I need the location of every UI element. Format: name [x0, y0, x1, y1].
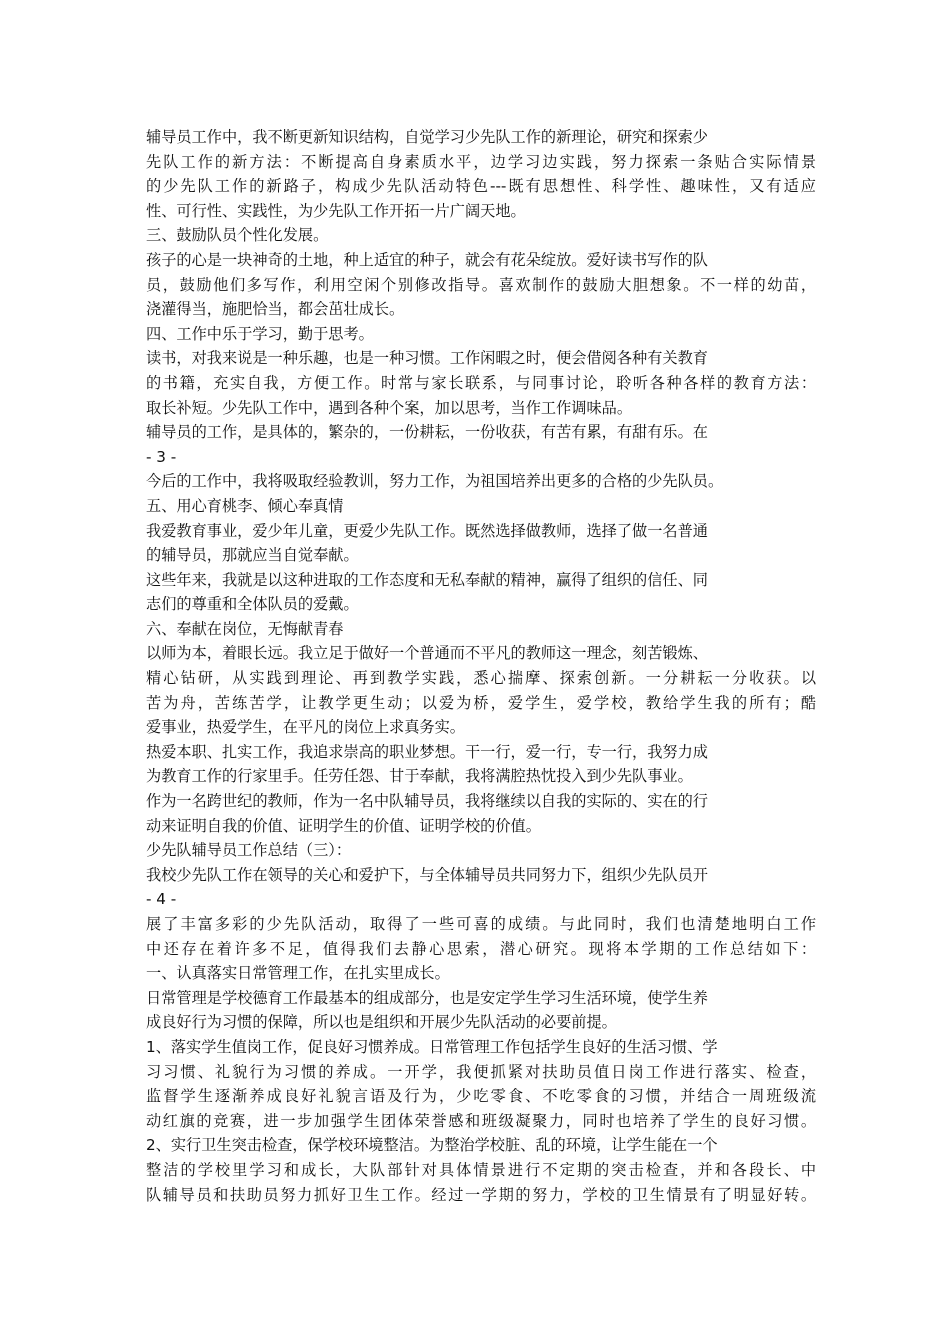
text-line: 先队工作的新方法：不断提高自身素质水平，边学习边实践，努力探索一条贴合实际情景 — [146, 152, 816, 171]
text-line: 五、用心育桃李、倾心奉真情 — [146, 496, 344, 515]
text-line: 我校少先队工作在领导的关心和爱护下，与全体辅导员共同努力下，组织少先队员开 — [146, 865, 708, 884]
text-line: 为教育工作的行家里手。任劳任怨、甘于奉献，我将满腔热忱投入到少先队事业。 — [146, 767, 693, 786]
text-line: 辅导员工作中，我不断更新知识结构，自觉学习少先队工作的新理论，研究和探索少 — [146, 128, 708, 146]
document-page — [146, 125, 816, 1207]
text-line: 六、奉献在岗位，无悔献青春 — [146, 619, 344, 638]
text-line: 志们的尊重和全体队员的爱戴。 — [146, 595, 359, 614]
text-line: 三、鼓励队员个性化发展。 — [146, 226, 329, 245]
text-line: 今后的工作中，我将吸取经验教训，努力工作，为祖国培养出更多的合格的少先队员。 — [146, 472, 724, 491]
text-line: 辅导员的工作，是具体的，繁杂的，一份耕耘，一份收获，有苦有累，有甜有乐。在 — [146, 423, 708, 442]
text-line: 1、落实学生值岗工作，促良好习惯养成。日常管理工作包括学生良好的生活习惯、学 — [146, 1037, 718, 1056]
page-number: - 3 - — [146, 447, 177, 466]
text-line: 习习惯、礼貌行为习惯的养成。一开学，我便抓紧对扶助员值日岗工作进行落实、检查， — [146, 1062, 816, 1081]
text-line: 一、认真落实日常管理工作，在扎实里成长。 — [146, 964, 450, 983]
page-number: - 4 - — [146, 890, 177, 909]
text-line: 孩子的心是一块神奇的土地，种上适宜的种子，就会有花朵绽放。爱好读书写作的队 — [146, 250, 708, 269]
text-line: 成良好行为习惯的保障，所以也是组织和开展少先队活动的必要前提。 — [146, 1013, 617, 1032]
text-line: 日常管理是学校德育工作最基本的组成部分，也是安定学生学习生活环境，使学生养 — [146, 988, 708, 1007]
text-line: 展了丰富多彩的少先队活动，取得了一些可喜的成绩。与此同时，我们也清楚地明白工作 — [146, 915, 816, 933]
text-line: 监督学生逐渐养成良好礼貌言语及行为，少吃零食、不吃零食的习惯，并结合一周班级流 — [146, 1087, 816, 1106]
text-line: 队辅导员和扶助员努力抓好卫生工作。经过一学期的努力，学校的卫生情景有了明显好转。 — [146, 1185, 816, 1204]
text-line: 爱事业，热爱学生，在平凡的岗位上求真务实。 — [146, 718, 465, 737]
text-line: 员，鼓励他们多写作，利用空闲个别修改指导。喜欢制作的鼓励大胆想象。不一样的幼苗， — [146, 275, 816, 294]
text-line: 2、实行卫生突击检查，保学校环境整洁。为整治学校脏、乱的环境，让学生能在一个 — [146, 1136, 718, 1155]
text-line: 动来证明自我的价值、证明学生的价值、证明学校的价值。 — [146, 816, 541, 835]
text-line: 热爱本职、扎实工作，我追求崇高的职业梦想。干一行，爱一行，专一行，我努力成 — [146, 742, 708, 761]
text-line: 动红旗的竞赛，进一步加强学生团体荣誉感和班级凝聚力，同时也培养了学生的良好习惯。 — [146, 1111, 816, 1130]
text-line: 精心钻研，从实践到理论、再到教学实践，悉心揣摩、探索创新。一分耕耘一分收获。以 — [146, 669, 816, 688]
text-line: 四、工作中乐于学习，勤于思考。 — [146, 324, 374, 343]
text-line: 整洁的学校里学习和成长，大队部针对具体情景进行不定期的突击检查，并和各段长、中 — [146, 1160, 816, 1179]
text-line: 苦为舟，苦练苦学，让教学更生动；以爱为桥，爱学生，爱学校，教给学生我的所有；酷 — [146, 693, 816, 712]
text-line: 作为一名跨世纪的教师，作为一名中队辅导员，我将继续以自我的实际的、实在的行 — [146, 792, 708, 811]
text-line: 以师为本，着眼长远。我立足于做好一个普通而不平凡的教师这一理念，刻苦锻炼、 — [146, 644, 708, 663]
text-line: 少先队辅导员工作总结（三）： — [146, 841, 352, 860]
text-line: 的少先队工作的新路子，构成少先队活动特色---既有思想性、科学性、趣味性，又有适应 — [146, 177, 816, 196]
text-line: 这些年来，我就是以这种进取的工作态度和无私奉献的精神，赢得了组织的信任、同 — [146, 570, 708, 589]
text-line: 性、可行性、实践性，为少先队工作开拓一片广阔天地。 — [146, 201, 526, 220]
text-line: 读书，对我来说是一种乐趣，也是一种习惯。工作闲暇之时，便会借阅各种有关教育 — [146, 349, 708, 368]
text-line: 取长补短。少先队工作中，遇到各种个案，加以思考，当作工作调味品。 — [146, 398, 632, 417]
text-line: 的书籍，充实自我，方便工作。时常与家长联系，与同事讨论，聆听各种各样的教育方法： — [146, 373, 816, 392]
text-line: 中还存在着许多不足，值得我们去静心思索，潜心研究。现将本学期的工作总结如下： — [146, 939, 816, 958]
text-line: 的辅导员，那就应当自觉奉献。 — [146, 546, 359, 565]
text-line: 我爱教育事业，爱少年儿童，更爱少先队工作。既然选择做教师，选择了做一名普通 — [146, 521, 708, 540]
text-line: 浇灌得当，施肥恰当，都会茁壮成长。 — [146, 300, 405, 319]
